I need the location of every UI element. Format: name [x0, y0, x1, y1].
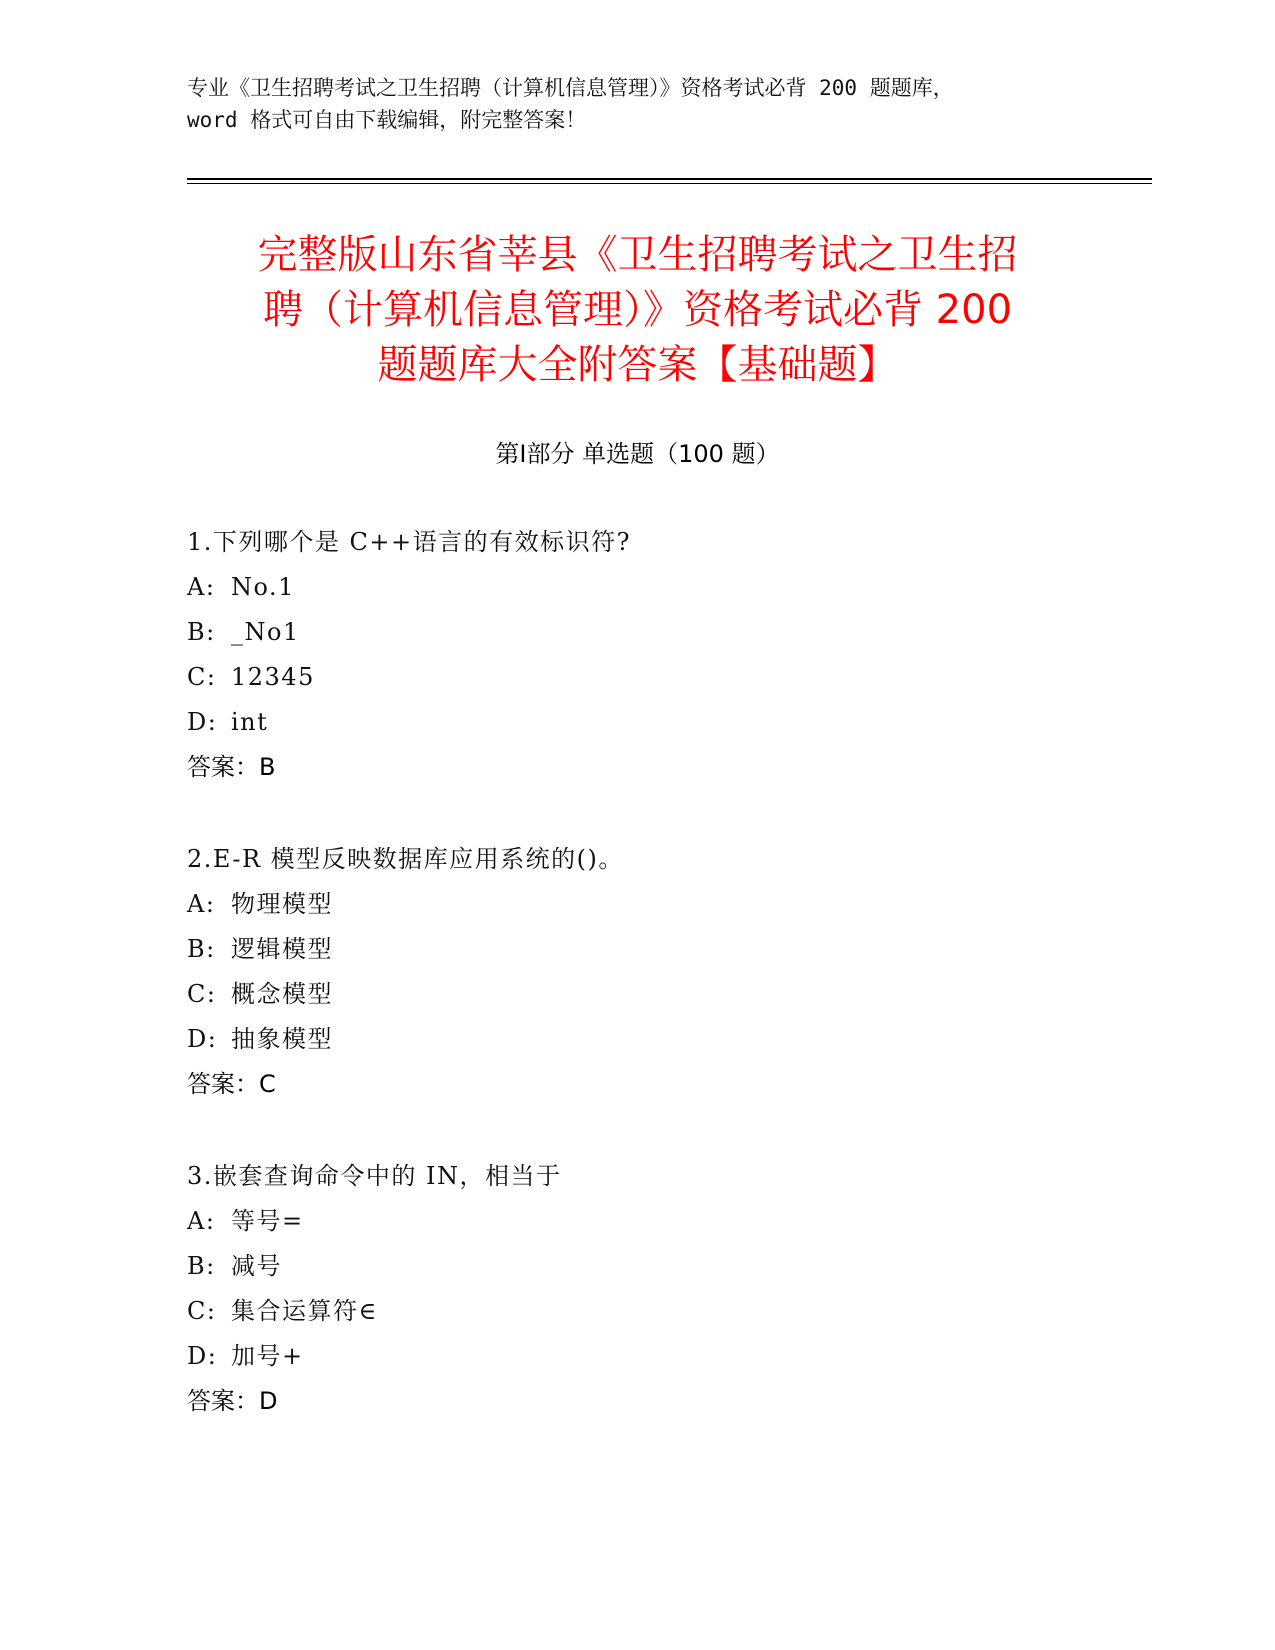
option-text: 逻辑模型: [231, 935, 333, 963]
option-key: D:: [187, 1025, 218, 1053]
option-a: [187, 565, 1137, 610]
option-a: [187, 1199, 1137, 1244]
option-c: [187, 1289, 1137, 1334]
title-line-2: 聘（计算机信息管理）》资格考试必背 200: [262, 287, 1013, 333]
question-1: [187, 520, 1137, 790]
question-stem: 3.嵌套查询命令中的 IN，相当于: [187, 1162, 562, 1190]
option-a: [187, 882, 1137, 927]
option-b: [187, 927, 1137, 972]
option-key: C:: [187, 980, 217, 1008]
answer: 答案：B: [187, 753, 276, 781]
option-c: [187, 972, 1137, 1017]
option-text: 概念模型: [231, 980, 333, 1008]
section-heading: 第Ⅰ部分 单选题（100 题）: [495, 440, 780, 468]
option-key: A:: [187, 573, 216, 601]
answer: 答案：C: [187, 1070, 276, 1098]
option-key: B:: [187, 1252, 216, 1280]
title-line-1: 完整版山东省莘县《卫生招聘考试之卫生招: [257, 232, 1018, 278]
option-text: 物理模型: [231, 890, 333, 918]
option-key: D:: [187, 1342, 218, 1370]
option-b: [187, 1244, 1137, 1289]
option-c: [187, 655, 1137, 700]
option-key: C:: [187, 1297, 217, 1325]
option-text: 抽象模型: [231, 1025, 333, 1053]
option-key: C:: [187, 663, 217, 691]
header-line-1: 专业《卫生招聘考试之卫生招聘（计算机信息管理）》资格考试必背 200 题题库，: [187, 76, 954, 100]
option-key: B:: [187, 618, 216, 646]
option-d: [187, 1017, 1137, 1062]
option-text: int: [231, 708, 269, 736]
option-text: 减号: [231, 1252, 282, 1280]
option-key: B:: [187, 935, 216, 963]
document-title: [150, 228, 1125, 393]
option-key: A:: [187, 890, 216, 918]
option-key: A:: [187, 1207, 216, 1235]
question-stem: 1.下列哪个是 C++语言的有效标识符?: [187, 528, 631, 556]
question-stem: 2.E-R 模型反映数据库应用系统的()。: [187, 845, 624, 873]
option-d: [187, 700, 1137, 745]
header-line-2: word 格式可自由下载编辑，附完整答案！: [187, 108, 587, 132]
answer: 答案：D: [187, 1387, 278, 1415]
option-d: [187, 1334, 1137, 1379]
option-text: 加号+: [231, 1342, 304, 1370]
question-3: [187, 1154, 1137, 1424]
document-header: [187, 72, 1147, 136]
header-divider-thick: [187, 178, 1152, 180]
option-text: 等号=: [231, 1207, 304, 1235]
option-key: D:: [187, 708, 218, 736]
option-text: 12345: [231, 663, 315, 691]
header-divider-thin: [187, 183, 1152, 184]
option-b: [187, 610, 1137, 655]
option-text: 集合运算符∈: [231, 1297, 378, 1325]
option-text: No.1: [231, 573, 295, 601]
option-text: _No1: [231, 618, 300, 646]
title-line-3: 题题库大全附答案【基础题】: [377, 342, 898, 388]
question-2: [187, 837, 1137, 1107]
